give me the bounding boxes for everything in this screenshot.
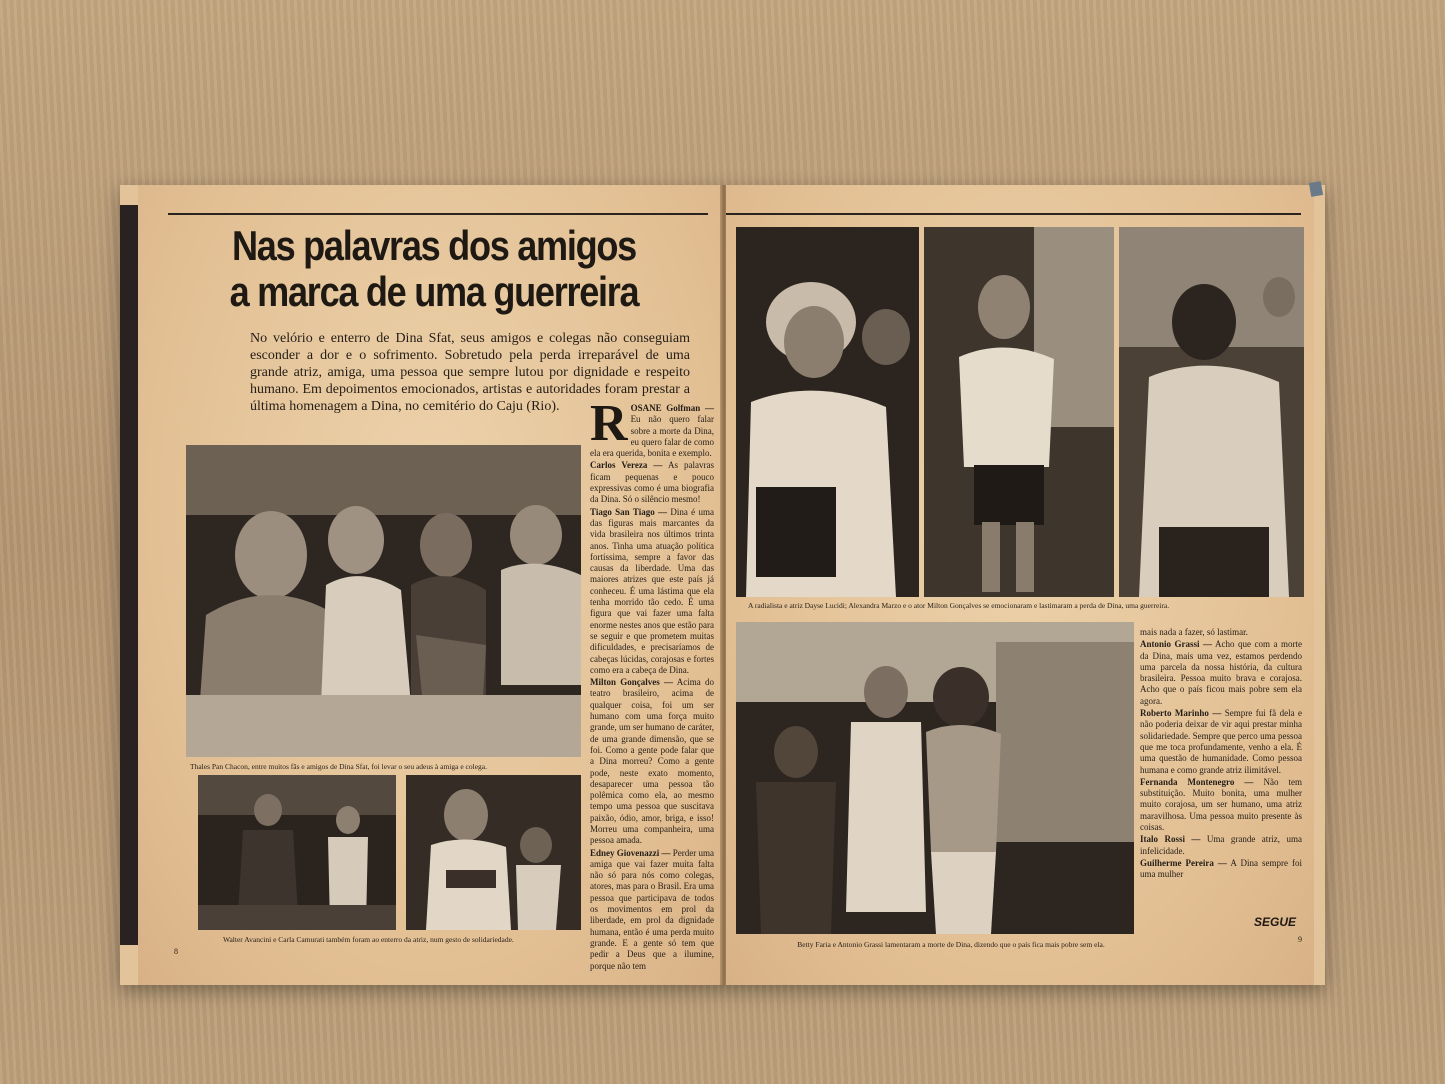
- photo-milton-goncalves: [1119, 227, 1304, 597]
- top-rule: [168, 213, 708, 215]
- drop-cap: R: [590, 395, 628, 452]
- testimonial: Italo Rossi — Uma grande atriz, uma infelicidade.: [1140, 834, 1302, 856]
- testimonial: Milton Gonçalves — Acima do teatro brasileiro, acima de qualquer coisa, foi um ser humano com uma força muito grande, um ser humano de caráter, de uma grande dimensão, que se foi. Como a gente pode falar que a Dina morreu? Como a gente pode, neste exato momento, desaparecer uma pessoa tão polêmica como ela, ao mesmo tempo uma pessoa que suscitava paixão, ódio, amor, briga, e isso! Morreu uma companheira, uma pessoa amada.: [590, 677, 714, 846]
- walking-photo-shape: [924, 227, 1114, 597]
- man-photo-shape: [1119, 227, 1304, 597]
- street-photo-shape: [198, 775, 396, 930]
- testimonial: Roberto Marinho — Sempre fui fã dela e não poderia deixar de vir aqui prestar minha solidariedade. Sempre que perco uma pessoa que me toca profundamente, venho a ela. É uma questão de humanidade. Como pessoa humana e como grande atriz ilimitável.: [1140, 708, 1302, 775]
- segue-label: SEGUE: [1254, 915, 1297, 929]
- testimonial: Antonio Grassi — Acho que com a morte da Dina, mais uma vez, estamos perdendo uma parcela da nossa história, da cultura brasileira. Pessoa muito brava e corajosa. Acho que o país ficou mais pobre sem ela agora.: [1140, 639, 1302, 706]
- testimonial: Fernanda Montenegro — Não tem substituição. Muito bonita, uma mulher muito corajosa, um ser humano, uma atriz maravilhosa. Uma pessoa muito presente às coisas.: [1140, 776, 1302, 833]
- article-title: [210, 223, 657, 315]
- crowd-photo-shape: [186, 445, 581, 757]
- testimonial: Carlos Vereza — As palavras ficam pequenas e pouco expressivas como é uma biografia da Dina. Só o silêncio mesmo!: [590, 460, 714, 505]
- top-rule-right: [726, 213, 1301, 215]
- caption-walter: Walter Avancini e Carla Camurati também foram ao enterro da atriz, num gesto de solidariedade.: [223, 935, 514, 944]
- left-page: [138, 185, 723, 985]
- testimonial: Edney Giovenazzi — Perder uma amiga que vai fazer muita falta não só para nós como colegas, atores, mas para o Brasil. Era uma pessoa que participava de todos os movimentos em prol da liberdade, em prol da dignidade humana, então é uma perda muito grande. E a gente só tem que pedir a Deus que a ilumine, porque não tem: [590, 847, 715, 971]
- women-photo-shape: [406, 775, 581, 930]
- photo-thales-pan-chacon: [186, 445, 581, 757]
- portrait-photo-shape: [736, 227, 919, 597]
- testimonial: mais nada a fazer, só lastimar.: [1140, 627, 1248, 637]
- caption-thales: Thales Pan Chacon, entre muitos fãs e amigos de Dina Sfat, foi levar o seu adeus à amiga e colega.: [190, 762, 487, 771]
- testimonials-column-1: [590, 395, 715, 971]
- page-number-right: 9: [1298, 935, 1302, 944]
- page-number-left: 8: [174, 947, 178, 956]
- testimonial: Tiago San Tiago — Dina é uma das figuras mais marcantes da vida brasileira nos últimos trinta anos. Tinha uma atuação política fortíssima, sempre a favor das causas da liberdade. Uma das maiores atrizes que este país já conheceu. É uma lástima que ela tenha morrido tão cedo. É uma figura que vai fazer uma falta enorme nestes anos que estão para se seguir e que prometem muitas dificuldades, e precisaríamos de cabeças lúcidas, corajosas e fortes como era a cabeça de Dina.: [590, 506, 715, 675]
- caption-trio: A radialista e atriz Dayse Lucidi; Alexandra Marzo e o ator Milton Gonçalves se emocionaram e lastimaram a perda de Dina, uma guerreira.: [748, 601, 1170, 610]
- photo-betty-faria: [736, 622, 1134, 934]
- photo-dayse-lucidi: [736, 227, 919, 597]
- title-line-1: Nas palavras dos amigos: [232, 222, 636, 269]
- testimonials-column-2: [1140, 627, 1302, 927]
- photo-alexandra-marzo: [924, 227, 1114, 597]
- tape-piece: [1309, 181, 1323, 197]
- right-page: [726, 185, 1314, 985]
- photo-walter-avancini: [198, 775, 396, 930]
- open-magazine: [120, 185, 1325, 985]
- funeral-crowd-photo-shape: [736, 622, 1134, 934]
- caption-betty: Betty Faria e Antonio Grassi lamentaram a morte de Dina, dizendo que o país fica mais pobre sem ela.: [797, 940, 1105, 949]
- testimonial: Guilherme Pereira — A Dina sempre foi uma mulher: [1140, 857, 1302, 880]
- article-lead: No velório e enterro de Dina Sfat, seus amigos e colegas não conseguiam esconder a dor e o sofrimento. Sobretudo pela perda irreparável de uma grande atriz, amiga, uma pessoa que sempre lutou por dignidade e respeito humano. Em depoimentos emocionados, artistas e autoridades foram prestar a última homenagem a Dina, no cemitério do Caju (Rio).: [250, 331, 690, 414]
- title-line-2: a marca de uma guerreira: [229, 268, 639, 315]
- testimonial: OSANE Golfman — Eu não quero falar sobre a morte da Dina, eu quero falar de como ela era querida, bonita e exemplo.: [590, 403, 714, 459]
- photo-carla-camurati: [406, 775, 581, 930]
